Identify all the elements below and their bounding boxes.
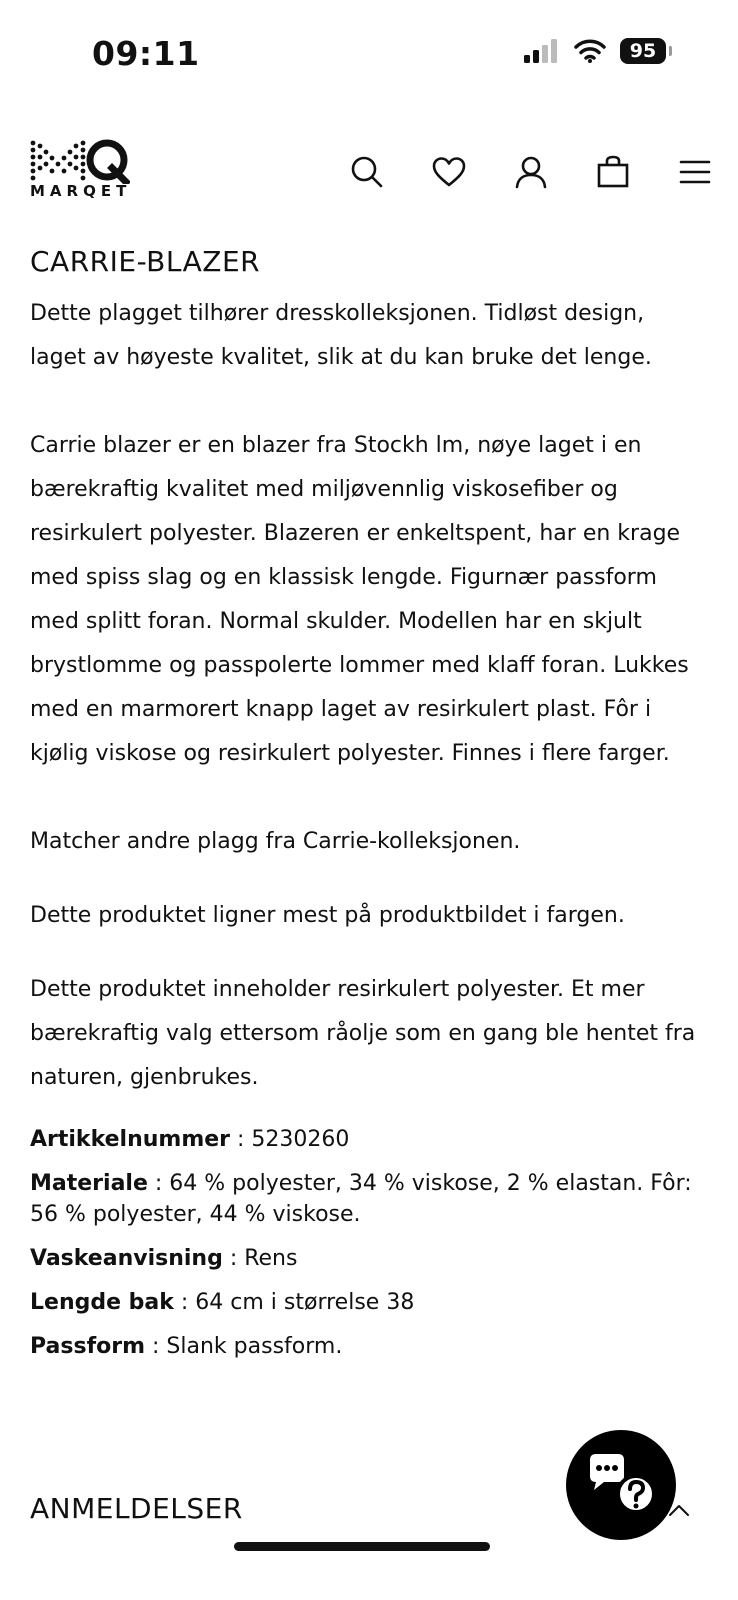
spec-value: : 64 cm i størrelse 38 — [173, 1290, 415, 1315]
product-description — [30, 245, 698, 1375]
status-bar — [0, 0, 738, 110]
product-details-text: Carrie blazer er en blazer fra Stockh lm, nøye laget i en bærekraftig kvalitet med miljøvennlig viskosefiber og resirkulert polyester. Blazeren er enkeltspent, har en krage med spiss slag og en klassisk lengde. Figurnær passform med splitt foran. Normal skulder. Modellen har en skjult brystlomme og passpolerte lommer med klaff foran. Lukkes med en marmorert knapp laget av resirkulert plast. Fôr i kjølig viskose og resirkulert polyester. Finnes i flere farger. — [30, 433, 689, 766]
cellular-signal-icon — [524, 39, 560, 63]
spec-value: : 5230260 — [230, 1127, 350, 1152]
reviews-title[interactable]: ANMELDELSER — [30, 1492, 243, 1525]
user-icon — [514, 155, 548, 189]
bag-icon — [596, 155, 630, 189]
heart-icon — [431, 156, 467, 188]
product-specs — [30, 1124, 698, 1362]
battery-level: 95 — [629, 40, 657, 62]
color-note: Dette produktet ligner mest på produktbildet i fargen. — [30, 903, 625, 928]
product-title: CARRIE-BLAZER — [30, 245, 261, 278]
menu-button[interactable] — [672, 152, 718, 192]
spec-value: : Rens — [222, 1246, 298, 1271]
cart-button[interactable] — [590, 152, 636, 192]
spec-label: Artikkelnummer — [30, 1127, 231, 1152]
spec-material — [30, 1168, 698, 1230]
search-icon — [350, 155, 384, 189]
logo-wordmark: MARQET — [30, 182, 132, 200]
sustainability-note: Dette produktet inneholder resirkulert polyester. Et mer bærekraftig valg ettersom råolje som en gang ble hentet fra naturen, gjenbrukes. — [30, 977, 696, 1090]
spec-value: : 64 % polyester, 34 % viskose, 2 % elastan. Fôr: 56 % polyester, 44 % viskose. — [30, 1171, 692, 1227]
spec-label: Materiale — [30, 1171, 148, 1196]
spec-label: Passform — [30, 1334, 146, 1359]
spec-article-number — [30, 1124, 698, 1155]
spec-care — [30, 1243, 698, 1274]
wishlist-button[interactable] — [426, 152, 472, 192]
chat-help-icon — [566, 1430, 676, 1540]
search-button[interactable] — [344, 152, 390, 192]
account-button[interactable] — [508, 152, 554, 192]
status-time: 09:11 — [92, 34, 200, 73]
battery-indicator — [620, 38, 666, 64]
spec-fit — [30, 1331, 698, 1362]
wifi-icon — [574, 39, 606, 63]
status-icons — [524, 38, 666, 64]
scroll-to-top-icon[interactable] — [666, 1498, 692, 1524]
spec-label: Lengde bak — [30, 1290, 174, 1315]
mq-logo-icon — [30, 138, 130, 184]
spec-label: Vaskeanvisning — [30, 1246, 223, 1271]
matching-note: Matcher andre plagg fra Carrie-kolleksjonen. — [30, 829, 521, 854]
home-indicator[interactable] — [234, 1542, 490, 1551]
menu-icon — [679, 159, 711, 185]
site-header — [0, 130, 738, 210]
product-intro: Dette plagget tilhører dresskolleksjonen. Tidløst design, laget av høyeste kvalitet, slik at du kan bruke det lenge. — [30, 301, 652, 370]
chat-support-button[interactable] — [566, 1430, 676, 1540]
header-actions — [344, 152, 718, 192]
spec-value: : Slank passform. — [145, 1334, 343, 1359]
spec-back-length — [30, 1287, 698, 1318]
